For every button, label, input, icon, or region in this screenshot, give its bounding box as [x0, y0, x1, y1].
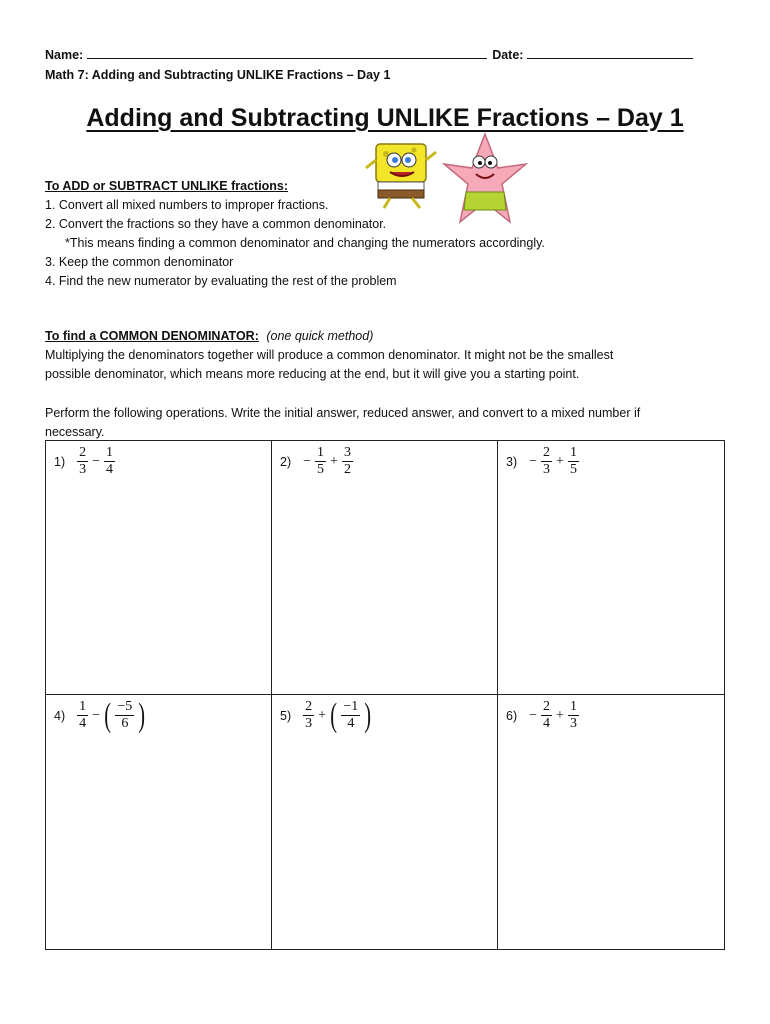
section-common-denominator — [45, 327, 613, 384]
problem-expression — [506, 699, 581, 732]
numerator: 1 — [317, 445, 325, 460]
numerator: 1 — [569, 445, 577, 460]
numerator: −1 — [343, 699, 359, 714]
fraction-2 — [104, 445, 115, 478]
numerator: 1 — [106, 445, 114, 460]
denominator: 3 — [305, 716, 313, 731]
leading-sign: − — [529, 453, 538, 469]
instructions-line-1: Perform the following operations. Write the initial answer, reduced answer, and convert to a mixed number if — [45, 406, 641, 420]
numerator: −5 — [117, 699, 133, 714]
problem-number: 3) — [506, 454, 518, 469]
step-4: 4. Find the new numerator by evaluating the rest of the problem — [45, 274, 397, 288]
operator: + — [556, 707, 564, 723]
problem-cell-3[interactable] — [498, 441, 724, 695]
problem-expression — [506, 445, 581, 478]
numerator: 2 — [79, 445, 87, 460]
section1-heading: To ADD or SUBTRACT UNLIKE fractions: — [45, 179, 289, 193]
denominator: 6 — [121, 716, 129, 731]
leading-sign: − — [303, 453, 312, 469]
right-paren: ) — [364, 696, 372, 734]
denominator: 4 — [543, 716, 551, 731]
denominator: 3 — [79, 462, 87, 477]
denominator: 2 — [343, 462, 351, 477]
problem-expression — [280, 696, 374, 734]
problem-number: 2) — [280, 454, 292, 469]
section2-text-1: Multiplying the denominators together will produce a common denominator. It might not be the smallest — [45, 348, 614, 362]
numerator: 2 — [305, 699, 313, 714]
fraction-1 — [541, 445, 552, 478]
instructions-line-2: necessary. — [45, 425, 105, 439]
problem-number: 5) — [280, 708, 292, 723]
page-title: Adding and Subtracting UNLIKE Fractions – Day 1 — [86, 104, 684, 132]
operator: + — [556, 453, 564, 469]
fraction-2 — [342, 445, 353, 478]
denominator: 3 — [569, 716, 577, 731]
problem-grid — [45, 440, 725, 950]
problem-cell-2[interactable] — [272, 441, 498, 695]
problem-number: 1) — [54, 454, 66, 469]
section2-text-2: possible denominator, which means more reducing at the end, but it will give you a starting point. — [45, 367, 580, 381]
left-paren: ( — [330, 696, 338, 734]
fraction-1 — [77, 445, 88, 478]
numerator: 2 — [543, 699, 551, 714]
problem-number: 6) — [506, 708, 518, 723]
numerator: 2 — [543, 445, 551, 460]
fraction-1 — [541, 699, 552, 732]
problem-cell-4[interactable] — [46, 695, 272, 949]
problem-expression — [280, 445, 355, 478]
section-add-subtract — [45, 177, 545, 291]
problem-expression — [54, 445, 117, 478]
operator: + — [318, 707, 327, 723]
problem-cell-1[interactable] — [46, 441, 272, 695]
denominator: 5 — [317, 462, 325, 477]
denominator: 4 — [79, 716, 87, 731]
problem-cell-6[interactable] — [498, 695, 724, 949]
step-2-note: *This means finding a common denominator and changing the numerators accordingly. — [65, 236, 545, 250]
step-1: 1. Convert all mixed numbers to improper fractions. — [45, 198, 329, 212]
section2-note: (one quick method) — [266, 329, 374, 343]
name-date-line — [45, 48, 693, 62]
fraction-1 — [77, 699, 88, 732]
denominator: 3 — [543, 462, 551, 477]
problem-number: 4) — [54, 708, 66, 723]
problem-cell-5[interactable] — [272, 695, 498, 949]
operator: + — [330, 453, 338, 469]
section2-heading: To find a COMMON DENOMINATOR: — [45, 329, 259, 343]
left-paren: ( — [104, 696, 112, 734]
problem-expression — [54, 696, 148, 734]
header-subtitle: Math 7: Adding and Subtracting UNLIKE Fractions – Day 1 — [45, 68, 391, 82]
step-2: 2. Convert the fractions so they have a common denominator. — [45, 217, 387, 231]
denominator: 4 — [347, 716, 355, 731]
denominator: 5 — [569, 462, 577, 477]
fraction-1 — [303, 699, 314, 732]
numerator: 1 — [79, 699, 87, 714]
fraction-2 — [568, 699, 579, 732]
right-paren: ) — [138, 696, 146, 734]
fraction-1 — [315, 445, 326, 478]
operator: − — [92, 453, 101, 469]
step-3: 3. Keep the common denominator — [45, 255, 234, 269]
date-label: Date: — [492, 48, 524, 62]
name-blank[interactable] — [87, 58, 487, 59]
name-label: Name: — [45, 48, 84, 62]
operator: − — [92, 707, 101, 723]
fraction-2 — [568, 445, 579, 478]
date-blank[interactable] — [527, 58, 693, 59]
leading-sign: − — [529, 707, 538, 723]
numerator: 3 — [343, 445, 351, 460]
denominator: 4 — [106, 462, 114, 477]
fraction-2 — [341, 699, 360, 732]
instructions — [45, 404, 640, 442]
fraction-2 — [115, 699, 134, 732]
numerator: 1 — [569, 699, 577, 714]
